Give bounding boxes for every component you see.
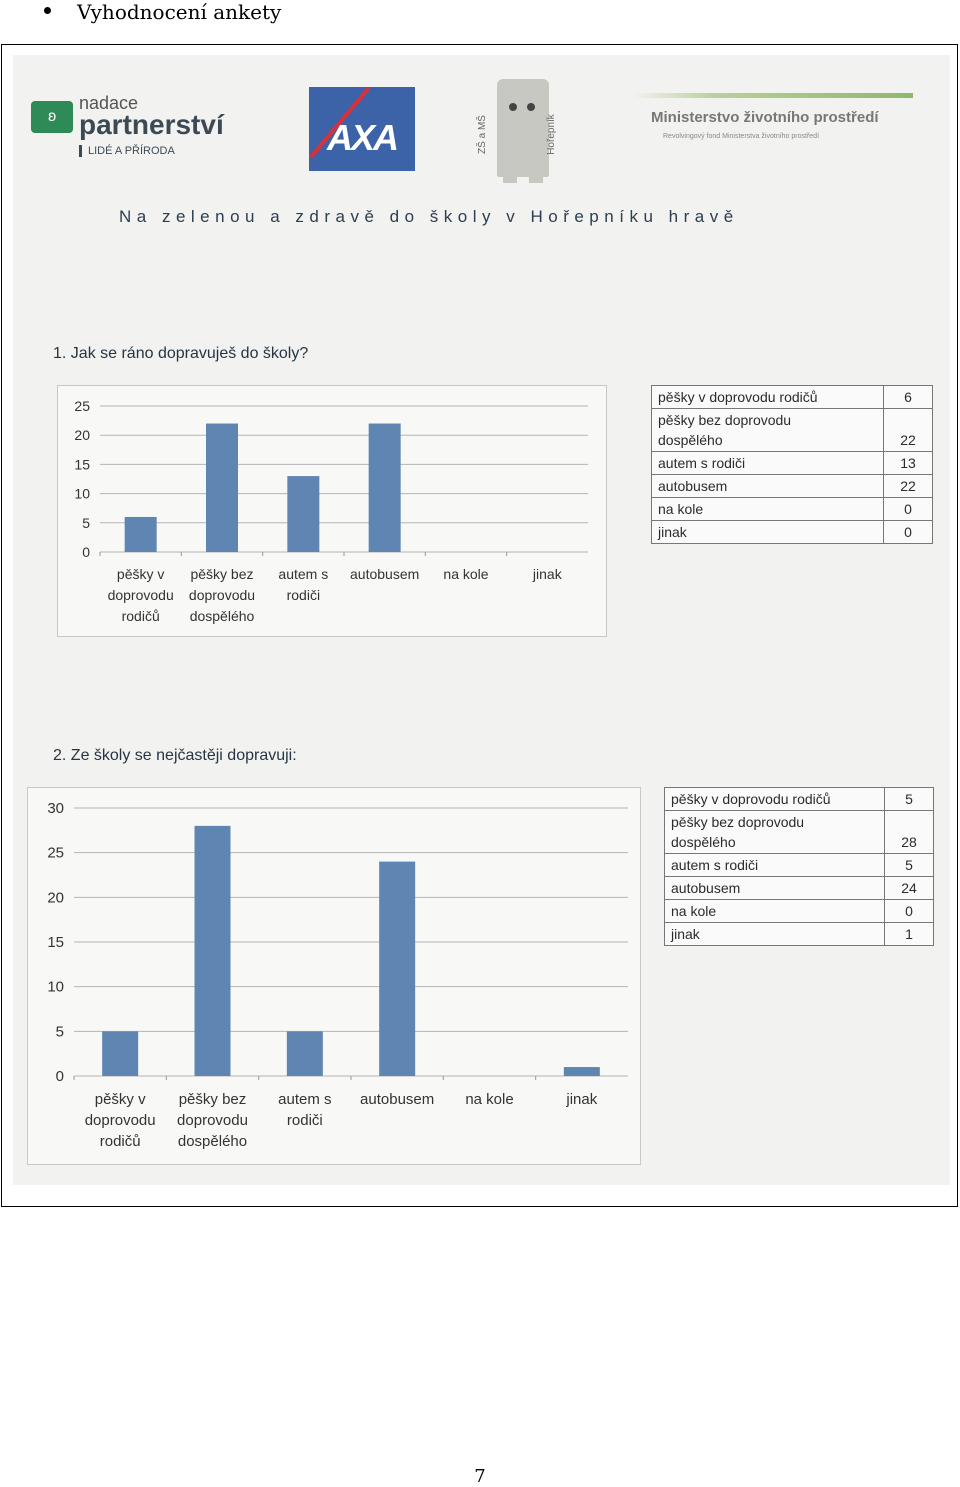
chart-2-table-value: 0 — [885, 900, 934, 923]
chart-1-table-value: 0 — [884, 521, 933, 544]
chart-2-category-label: pěšky v doprovodu rodičů — [84, 1091, 156, 1150]
chart-2-ytick-label: 20 — [47, 889, 64, 907]
mascot-leg-right — [529, 163, 543, 183]
chart-2-bar — [195, 826, 231, 1076]
question-2: 2. Ze školy se nejčastěji dopravuji: — [53, 747, 297, 764]
scanned-page-frame — [1, 44, 958, 1207]
chart-1-bar — [206, 424, 238, 552]
school-mascot-logo — [476, 79, 557, 177]
nadace-logo-sub: LIDÉ A PŘÍRODA — [79, 145, 175, 157]
chart-2-table-row — [665, 923, 934, 946]
chart-1-table-label: autobusem — [652, 475, 884, 498]
chart-2-table-label: jinak — [665, 923, 885, 946]
question-1: 1. Jak se ráno dopravuješ do školy? — [53, 345, 309, 362]
chart-1-category-label: na kole — [443, 566, 489, 582]
chart-2-ytick-label: 10 — [47, 978, 64, 996]
chart-1-ytick-label: 5 — [82, 514, 90, 531]
chart-2-table-value: 5 — [885, 788, 934, 811]
chart-2-bar — [102, 1031, 138, 1076]
ministry-logo-title: Ministerstvo životního prostředí — [651, 109, 879, 126]
nadace-logo-main: partnerství — [79, 109, 224, 140]
chart-2-category-label: pěšky bez doprovodu dospělého — [177, 1091, 248, 1150]
nadace-logo-mark: ʚ — [31, 101, 73, 133]
chart-1-table-value: 6 — [884, 386, 933, 409]
chart-2-table-label: na kole — [665, 900, 885, 923]
chart-2-table-row — [665, 788, 934, 811]
chart-2-ytick-label: 5 — [55, 1023, 64, 1041]
chart-1-table-label: jinak — [652, 521, 884, 544]
chart-1-table-row — [652, 452, 933, 475]
chart-2-data-table — [664, 787, 934, 946]
chart-1-ytick-label: 15 — [74, 456, 90, 473]
chart-1 — [57, 385, 607, 637]
chart-1-ytick-label: 25 — [74, 398, 90, 414]
chart-2-table-row — [665, 811, 934, 854]
chart-2-table-label: autobusem — [665, 877, 885, 900]
chart-1-table-label: pěšky bez doprovodu dospělého — [652, 409, 884, 452]
chart-2-category-label: jinak — [566, 1091, 598, 1108]
bullet-heading-text: Vyhodnocení ankety — [77, 0, 282, 24]
chart-2-ytick-label: 0 — [55, 1068, 64, 1085]
chart-1-category-label: pěšky v doprovodu rodičů — [107, 566, 174, 624]
chart-2-category-label: na kole — [465, 1091, 514, 1108]
chart-1-table-row — [652, 409, 933, 452]
chart-2-table-row — [665, 877, 934, 900]
chart-2-ytick-label: 25 — [47, 844, 64, 862]
chart-2-svg — [28, 788, 640, 1164]
bullet-icon — [44, 7, 51, 14]
chart-1-svg — [58, 386, 606, 636]
chart-2 — [27, 787, 641, 1165]
chart-2-table-row — [665, 900, 934, 923]
chart-2-table-label: pěšky bez doprovodu dospělého — [665, 811, 885, 854]
chart-2-table-row — [665, 854, 934, 877]
chart-1-table-row — [652, 475, 933, 498]
chart-1-table-value: 22 — [884, 475, 933, 498]
scanned-survey-sheet — [13, 55, 950, 1185]
chart-2-category-label: autem s rodiči — [278, 1091, 332, 1129]
chart-2-table-value: 28 — [885, 811, 934, 854]
mascot-eye-left — [509, 103, 517, 111]
chart-1-category-label: autobusem — [350, 566, 420, 582]
mascot-leg-left — [503, 163, 517, 183]
chart-2-table-value: 24 — [885, 877, 934, 900]
chart-1-table-value: 13 — [884, 452, 933, 475]
mascot-text-school: ZŠ a MŠ — [476, 115, 488, 154]
chart-2-table-label: pěšky v doprovodu rodičů — [665, 788, 885, 811]
axa-logo — [309, 87, 415, 171]
chart-1-data-table — [651, 385, 933, 544]
chart-2-table-value: 5 — [885, 854, 934, 877]
bullet-heading — [44, 0, 281, 24]
mascot-eye-right — [527, 103, 535, 111]
chart-1-bar — [125, 517, 157, 552]
chart-1-table-label: pěšky v doprovodu rodičů — [652, 386, 884, 409]
chart-1-table-value: 0 — [884, 498, 933, 521]
chart-2-bar — [287, 1031, 323, 1076]
chart-2-table-value: 1 — [885, 923, 934, 946]
nadace-partnerstvi-logo — [31, 93, 281, 163]
chart-1-bar — [369, 424, 401, 552]
nadace-logo-top: nadace — [79, 93, 139, 113]
chart-1-bar — [287, 476, 319, 552]
chart-1-category-label: jinak — [532, 566, 562, 582]
survey-headline: Na zelenou a zdravě do školy v Hořepníku hravě — [119, 207, 739, 226]
chart-1-table-row — [652, 386, 933, 409]
axa-logo-text: AXA — [326, 117, 397, 158]
chart-1-ytick-label: 0 — [82, 544, 90, 560]
chart-2-ytick-label: 15 — [47, 934, 64, 951]
chart-1-category-label: pěšky bez doprovodu dospělého — [188, 566, 256, 624]
chart-1-table-label: na kole — [652, 498, 884, 521]
ministry-logo-sub: Revolvingový fond Ministerstva životního prostředí — [663, 133, 820, 140]
chart-1-ytick-label: 10 — [74, 485, 90, 502]
chart-1-table-label: autem s rodiči — [652, 452, 884, 475]
chart-1-table-value: 22 — [884, 409, 933, 452]
chart-2-table-label: autem s rodiči — [665, 854, 885, 877]
chart-1-category-label: autem s rodiči — [278, 566, 329, 603]
chart-1-table-row — [652, 521, 933, 544]
chart-2-bar — [564, 1067, 600, 1076]
mascot-text-village: Hořepník — [545, 114, 557, 155]
chart-2-ytick-label: 30 — [47, 800, 64, 817]
chart-2-category-label: autobusem — [360, 1091, 435, 1108]
page-number: 7 — [474, 1466, 486, 1487]
chart-1-ytick-label: 20 — [74, 427, 90, 444]
ministry-logo — [633, 93, 913, 153]
chart-1-table-row — [652, 498, 933, 521]
chart-2-bar — [379, 862, 415, 1076]
ministry-logo-bar — [633, 93, 913, 98]
